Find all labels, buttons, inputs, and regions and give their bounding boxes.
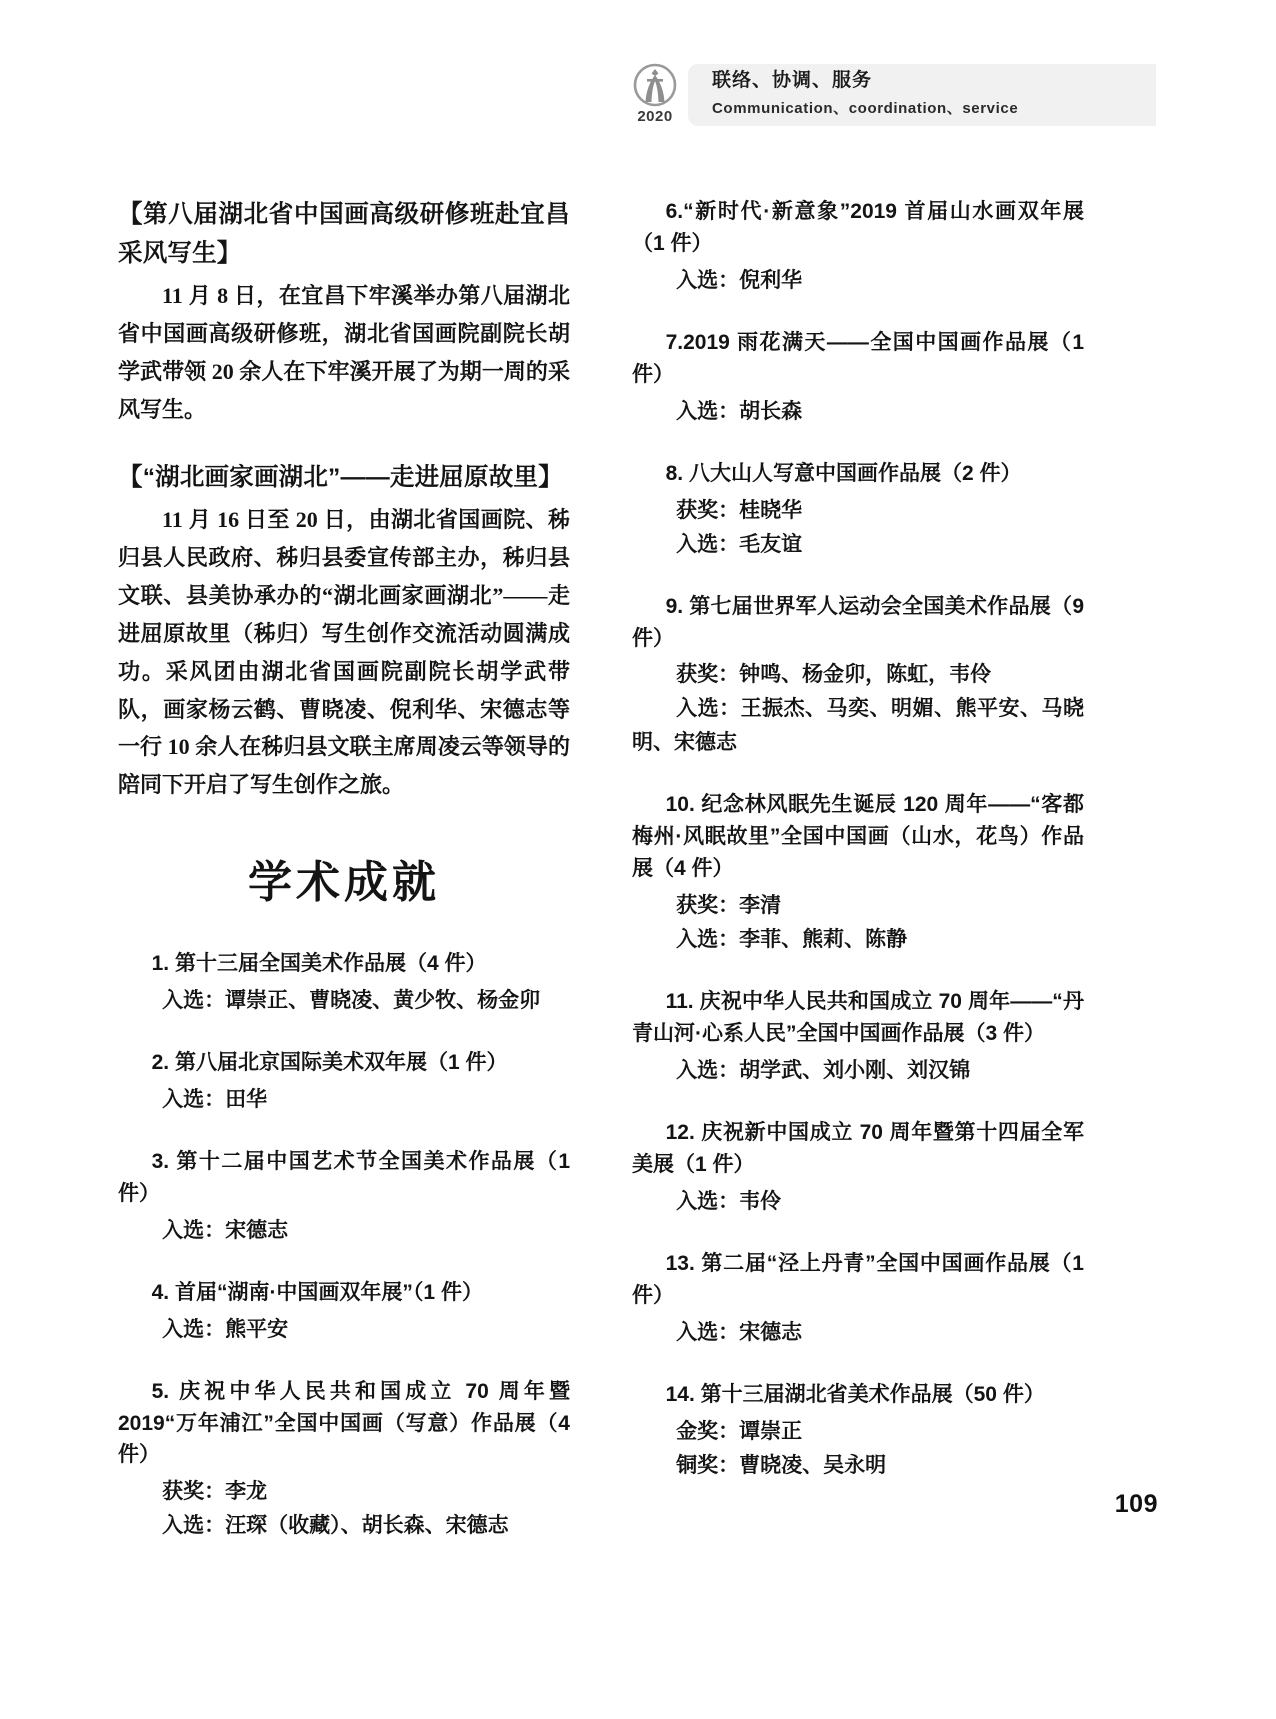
header-title-en: Communication、coordination、service [712, 99, 1019, 117]
achievement-title: 2. 第八届北京国际美术双年展（1 件） [151, 1050, 508, 1074]
achievement-entry [632, 986, 1084, 1087]
achievement-detail: 获奖：桂晓华 [676, 497, 803, 522]
achievement-detail: 入选：胡长森 [676, 398, 803, 423]
achievement-detail: 入选：田华 [162, 1086, 268, 1111]
achievement-entry [118, 948, 570, 1017]
achievement-entry [118, 1376, 570, 1543]
achievement-entry [632, 1379, 1084, 1482]
achievement-entry [118, 1047, 570, 1116]
achievement-title: 5. 庆祝中华人民共和国成立 70 周年暨 2019“万年浦江”全国中国画（写意）作品展（4 件） [118, 1379, 570, 1467]
tower-emblem-icon [631, 62, 679, 110]
achievement-entry [632, 789, 1084, 956]
achievement-entry [632, 1248, 1084, 1349]
achievement-entry [118, 1277, 570, 1346]
achievement-detail: 入选：毛友谊 [676, 531, 803, 556]
achievement-detail: 入选：宋德志 [162, 1217, 289, 1242]
page-number: 109 [1114, 1490, 1158, 1518]
achievement-title: 8. 八大山人写意中国画作品展（2 件） [665, 461, 1022, 485]
achievement-detail: 获奖：钟鸣、杨金卯，陈虹，韦伶 [676, 662, 992, 687]
achievement-title: 1. 第十三届全国美术作品展（4 件） [151, 952, 487, 976]
right-column [632, 196, 1084, 1512]
achievement-detail: 入选：胡学武、刘小刚、刘汉锦 [676, 1058, 971, 1083]
achievement-detail: 获奖：李清 [676, 893, 782, 918]
achievement-detail: 金奖：谭崇正 [676, 1418, 803, 1443]
article-body: 11 月 16 日至 20 日，由湖北省国画院、秭归县人民政府、秭归县委宣传部主办，秭归县文联、县美协承办的“湖北画家画湖北”——走进屈原故里（秭归）写生创作交流活动圆满成功。采风团由湖北省国画院副院长胡学武带队，画家杨云鹤、曹晓凌、倪利华、宋德志等一行 10 余人在秭归县文联主席周凌云等领导的陪同下开启了写生创作之旅。 [118, 507, 570, 798]
achievement-title: 4. 首届“湖南·中国画双年展”（1 件） [151, 1280, 483, 1304]
achievement-detail: 入选：韦伶 [676, 1188, 782, 1213]
achievement-detail: 铜奖：曹晓凌、吴永明 [676, 1452, 887, 1477]
achievement-title: 11. 庆祝中华人民共和国成立 70 周年——“丹青山河·心系人民”全国中国画作品展（3 件） [632, 990, 1084, 1046]
achievement-entry [632, 591, 1084, 760]
achievement-detail: 获奖：李龙 [162, 1479, 268, 1504]
achievement-title: 6.“新时代·新意象”2019 首届山水画双年展（1 件） [632, 200, 1084, 255]
achievement-entry [118, 1146, 570, 1247]
achievement-detail: 入选：宋德志 [676, 1319, 803, 1344]
achievement-entry [632, 196, 1084, 297]
section-heading-academic-achievements: 学术成就 [248, 858, 440, 908]
logo-year: 2020 [637, 108, 673, 125]
achievement-title: 9. 第七届世界军人运动会全国美术作品展（9 件） [632, 594, 1084, 650]
achievement-detail: 入选：谭崇正、曹晓凌、黄少牧、杨金卯 [162, 987, 541, 1012]
page-header [620, 62, 1156, 128]
publication-logo [620, 62, 690, 132]
achievement-title: 7.2019 雨花满天——全国中国画作品展（1 件） [632, 330, 1084, 386]
left-column [118, 196, 570, 1572]
article-title: 【第八届湖北省中国画高级研修班赴宜昌采风写生】 [118, 201, 570, 267]
header-text-group [712, 69, 1018, 118]
article-title: 【“湖北画家画湖北”——走进屈原故里】 [118, 463, 563, 491]
achievement-detail: 入选：王振杰、马奕、明媚、熊平安、马晓明、宋德志 [632, 696, 1084, 755]
achievement-detail: 入选：熊平安 [162, 1316, 289, 1341]
article-1 [118, 196, 570, 429]
article-2 [118, 459, 570, 804]
achievement-title: 14. 第十三届湖北省美术作品展（50 件） [665, 1382, 1045, 1406]
achievement-title: 13. 第二届“泾上丹青”全国中国画作品展（1 件） [632, 1251, 1084, 1307]
achievement-entry [632, 458, 1084, 561]
achievement-title: 12. 庆祝新中国成立 70 周年暨第十四届全军美展（1 件） [632, 1121, 1084, 1176]
achievement-detail: 入选：李菲、熊莉、陈静 [676, 927, 908, 952]
achievement-title: 3. 第十二届中国艺术节全国美术作品展（1 件） [118, 1149, 570, 1205]
achievement-detail: 入选：汪琛（收藏）、胡长森、宋德志 [162, 1513, 509, 1538]
achievement-title: 10. 纪念林风眠先生诞辰 120 周年——“客都梅州·风眠故里”全国中国画（山水，花鸟）作品展（4 件） [632, 793, 1084, 881]
achievement-detail: 入选：倪利华 [676, 267, 803, 292]
article-body: 11 月 8 日，在宜昌下牢溪举办第八届湖北省中国画高级研修班，湖北省国画院副院长胡学武带领 20 余人在下牢溪开展了为期一周的采风写生。 [118, 283, 570, 422]
header-title-cn: 联络、协调、服务 [712, 70, 873, 91]
achievement-entry [632, 327, 1084, 428]
achievement-entry [632, 1117, 1084, 1218]
